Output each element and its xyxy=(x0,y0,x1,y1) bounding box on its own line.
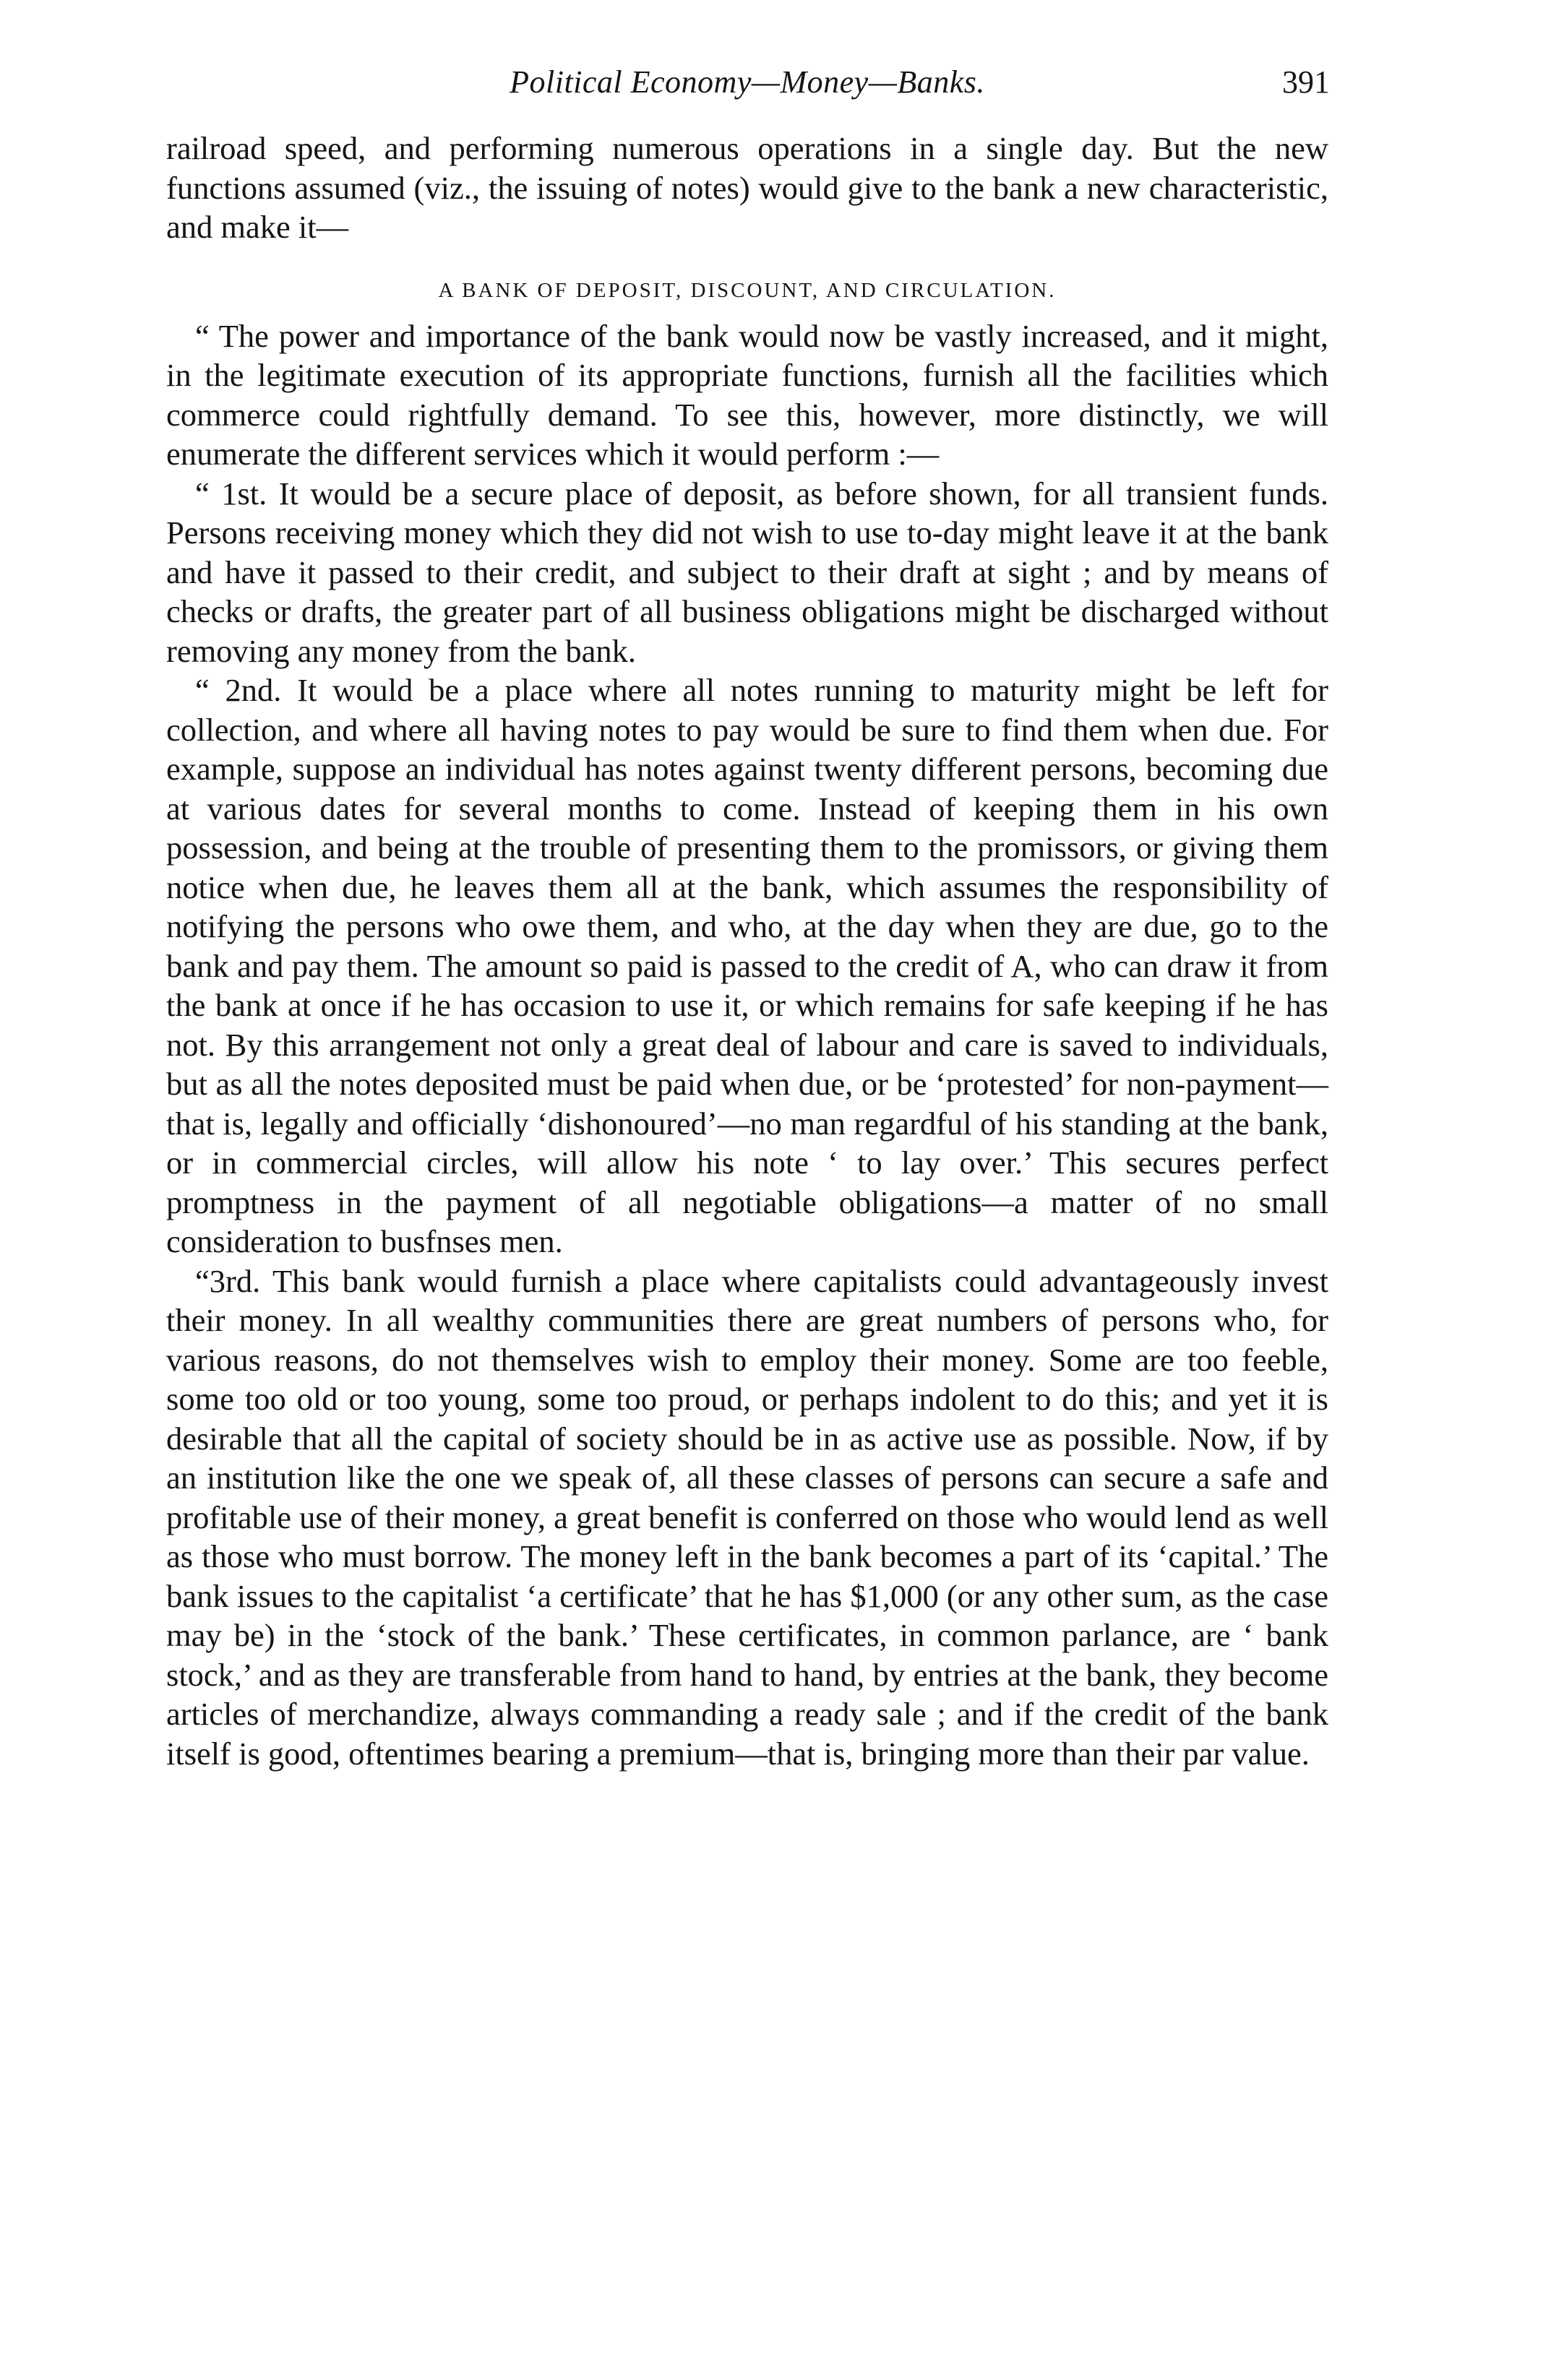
paragraph-intro: “ The power and importance of the bank would now be vastly increased, and it might, in the legitimate execution of its appropriate functions, furnish all the facilities which commerce could rightfully demand. To see this, however, more distinctly, we will enumerate the different services which it would perform :— xyxy=(166,317,1328,472)
running-title: Political Economy—Money—Banks. xyxy=(510,64,985,100)
paragraph-second-service: “ 2nd. It would be a place where all notes running to maturity might be left for collection, and where all having notes to pay would be sure to find them when due. For example, suppose an individual has notes against twenty different persons, becoming due at various dates for several months to come. Instead of keeping them in his own possession, and being at the trouble of presenting them to the promissors, or giving them notice when due, he leaves them all at the bank, which assumes the responsibility of notifying the persons who owe them, and who, at the day when they are due, go to the bank and pay them. The amount so paid is passed to the credit of A, who can draw it from the bank at once if he has occasion to use it, or which remains for safe keeping if he has not. By this arrangement not only a great deal of labour and care is saved to individuals, but as all the notes deposited must be paid when due, or be ‘protested’ for non-payment—that is, legally and officially ‘dishonoured’—no man regardful of his standing at the bank, or in commercial circles, will allow his note ‘ to lay over.’ This secures perfect promptness in the payment of all negotiable obligations—a matter of no small consideration to busfnses men. xyxy=(166,672,1328,1259)
section-heading: A BANK OF DEPOSIT, DISCOUNT, AND CIRCULATION. xyxy=(438,278,1057,302)
page-number: 391 xyxy=(1282,64,1330,100)
paragraph-continued: railroad speed, and performing numerous operations in a single day. But the new functions assumed (viz., the issuing of notes) would give to the bank a new characteristic, and make it— xyxy=(166,130,1328,245)
paragraph-first-service: “ 1st. It would be a secure place of deposit, as before shown, for all transient funds. Persons receiving money which they did not wish to use to-day might leave it at the bank and have it passed to their credit, and subject to their draft at sight ; and by means of checks or drafts, the greater part of all business obligations might be discharged without removing any money from the bank. xyxy=(166,475,1328,669)
running-head xyxy=(165,64,1330,114)
page-body xyxy=(166,129,1328,1773)
paragraph-third-service: “3rd. This bank would furnish a place where capitalists could advantageously invest their money. In all wealthy communities there are great numbers of persons who, for various reasons, do not themselves wish to employ their money. Some are too feeble, some too old or too young, some too proud, or perhaps indolent to do this; and yet it is desirable that all the capital of society should be in as active use as possible. Now, if by an institution like the one we speak of, all these classes of persons can secure a safe and profitable use of their money, a great benefit is conferred on those who would lend as well as those who must borrow. The money left in the bank becomes a part of its ‘capital.’ The bank issues to the capitalist ‘a certificate’ that he has $1,000 (or any other sum, as the case may be) in the ‘stock of the bank.’ These certificates, in common parlance, are ‘ bank stock,’ and as they are transferable from hand to hand, by entries at the bank, they become articles of merchandize, always commanding a ready sale ; and if the credit of the bank itself is good, oftentimes bearing a premium—that is, bringing more than their par value. xyxy=(166,1262,1328,1772)
